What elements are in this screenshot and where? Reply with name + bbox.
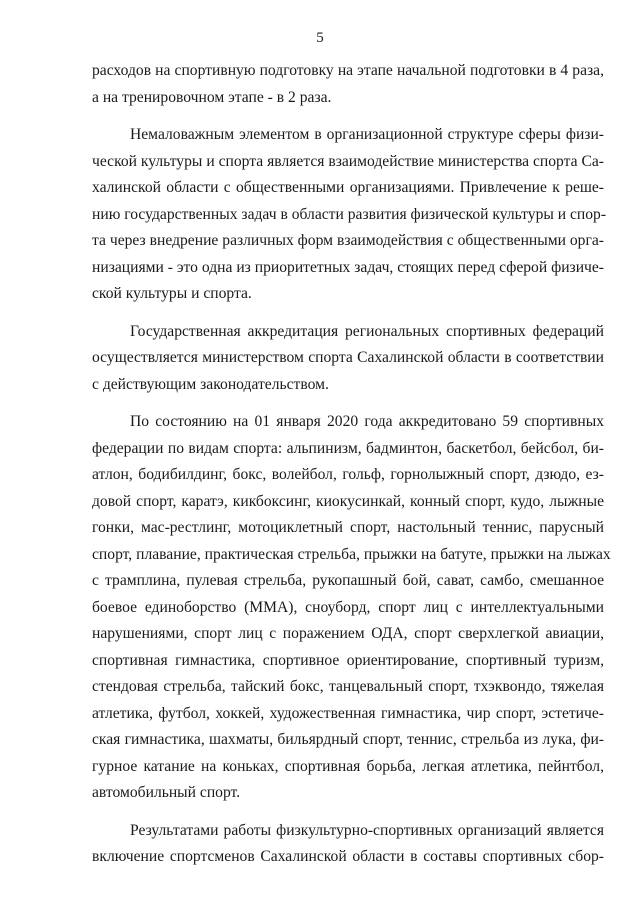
text-line: атлон, бодибилдинг, бокс, волейбол, гольф, горнолыжный спорт, дзюдо, ез-	[92, 466, 604, 483]
text-line: довой спорт, каратэ, кикбоксинг, киокусинкай, конный спорт, кудо, лыжные	[92, 492, 604, 510]
text-line: низациями - это одна из приоритетных задач, стоящих перед сферой физиче-	[92, 258, 604, 276]
document-body	[92, 58, 611, 871]
page-number: 5	[316, 30, 324, 46]
text-line: халинской области с общественными организациями. Привлечение к реше-	[92, 179, 604, 196]
text-line: включение спортсменов Сахалинской области в составы спортивных сбор-	[92, 848, 604, 865]
text-line: гурное катание на коньках, спортивная борьба, легкая атлетика, пейнтбол,	[92, 757, 604, 775]
text-line: нию государственных задач в области развития физической культуры и спор-	[92, 205, 607, 223]
text-line: спорт, плавание, практическая стрельба, прыжки на батуте, прыжки на лыжах	[92, 545, 611, 563]
paragraph	[92, 122, 607, 308]
text-line: та через внедрение различных форм взаимодействия с общественными орга-	[92, 232, 604, 249]
text-line: федерации по видам спорта: альпинизм, бадминтон, баскетбол, бейсбол, би-	[92, 439, 604, 457]
text-line: стендовая стрельба, тайский бокс, танцевальный спорт, тхэквондо, тяжелая	[92, 678, 604, 695]
text-line: боевое единоборство (ММА), сноуборд, спорт лиц с интеллектуальными	[92, 598, 604, 616]
text-line: По состоянию на 01 января 2020 года аккредитовано 59 спортивных	[130, 413, 604, 430]
text-line: Результатами работы физкультурно-спортивных организаций является	[130, 821, 604, 839]
text-line: ческой культуры и спорта является взаимодействие министерства спорта Са-	[92, 152, 604, 170]
text-line: расходов на спортивную подготовку на этапе начальной подготовки в 4 раза,	[92, 62, 604, 79]
text-line: спортивная гимнастика, спортивное ориентирование, спортивный туризм,	[92, 651, 604, 669]
text-line: ская гимнастика, шахматы, бильярдный спорт, теннис, стрельба из лука, фи-	[92, 731, 604, 748]
text-line: с трамплина, пулевая стрельба, рукопашный бой, сават, самбо, смешанное	[92, 572, 604, 589]
text-line: Государственная аккредитация региональных спортивных федераций	[130, 322, 604, 340]
text-line: гонки, мас-рестлинг, мотоциклетный спорт, настольный теннис, парусный	[92, 519, 604, 536]
text-line: осуществляется министерством спорта Сахалинской области в соответствии	[92, 349, 604, 366]
text-line: с действующим законодательством.	[92, 375, 329, 393]
paragraph	[92, 58, 604, 111]
text-line: а на тренировочном этапе - в 2 раза.	[92, 88, 332, 106]
paragraph	[92, 319, 604, 399]
paragraph	[92, 409, 611, 807]
paragraph	[92, 818, 604, 871]
text-line: Немаловажным элементом в организационной структуре сферы физи-	[130, 126, 604, 143]
text-line: нарушениями, спорт лиц с поражением ОДА, спорт сверхлегкой авиации,	[92, 625, 604, 642]
text-line: автомобильный спорт.	[92, 784, 241, 801]
text-line: ской культуры и спорта.	[92, 285, 252, 302]
text-line: атлетика, футбол, хоккей, художественная гимнастика, чир спорт, эстетиче-	[92, 704, 604, 722]
